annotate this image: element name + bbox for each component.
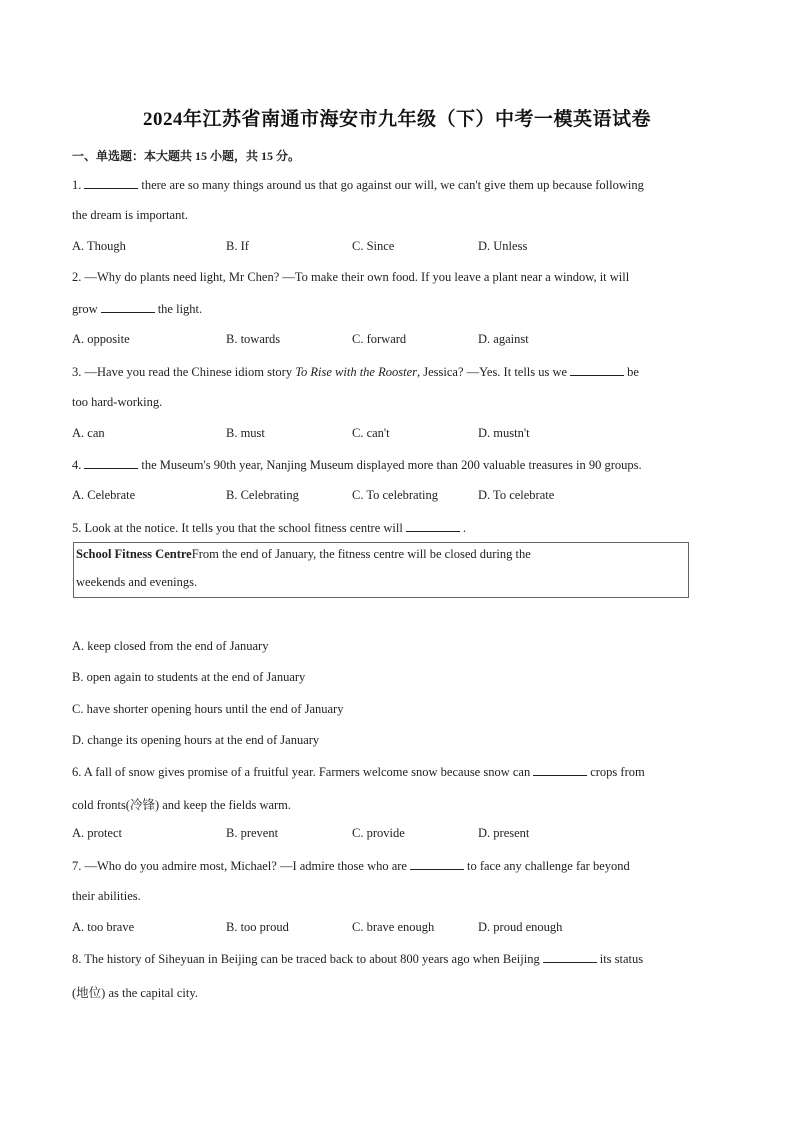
question-1-line-2: the dream is important. xyxy=(72,208,188,222)
story-title: To Rise with the Rooster xyxy=(295,365,417,379)
question-3-line-2: too hard-working. xyxy=(72,395,163,409)
page-title: 2024年江苏省南通市海安市九年级（下）中考一模英语试卷 xyxy=(142,109,651,130)
option-a: A. too brave xyxy=(72,920,135,934)
option-a: A. Though xyxy=(72,239,126,253)
question-3-line-1: 3. —Have you read the Chinese idiom story To Rise with the Rooster, Jessica? —Yes. It tells us we be xyxy=(72,365,639,379)
notice-box xyxy=(73,542,689,598)
option-d: D. mustn't xyxy=(478,426,530,440)
answer-blank xyxy=(570,364,624,376)
question-2-options xyxy=(72,332,632,348)
option-b: B. Celebrating xyxy=(226,488,299,502)
option-d: D. proud enough xyxy=(478,920,563,934)
question-7-line-2: their abilities. xyxy=(72,889,141,903)
option-c: C. provide xyxy=(352,826,405,840)
question-8-line-1: 8. The history of Siheyuan in Beijing can be traced back to about 800 years ago when Beijing its status xyxy=(72,952,644,966)
question-7-line-1: 7. —Who do you admire most, Michael? —I admire those who are to face any challenge far beyond xyxy=(72,859,630,873)
question-6-line-1: 6. A fall of snow gives promise of a fruitful year. Farmers welcome snow because snow can crops from xyxy=(72,765,645,779)
option-c: C. brave enough xyxy=(352,920,435,934)
question-5-line-1: 5. Look at the notice. It tells you that the school fitness centre will . xyxy=(72,521,466,535)
question-2-line-2: grow the light. xyxy=(72,302,203,316)
question-8-line-2: (地位) as the capital city. xyxy=(72,986,198,1000)
option-d: D. To celebrate xyxy=(478,488,555,502)
question-3-options xyxy=(72,426,632,442)
answer-blank xyxy=(533,764,587,776)
question-2-line-1: 2. —Why do plants need light, Mr Chen? —To make their own food. If you leave a plant near a window, it will xyxy=(72,270,630,284)
option-d: D. present xyxy=(478,826,530,840)
question-6-line-2: cold fronts(冷锋) and keep the fields warm. xyxy=(72,798,292,812)
answer-blank xyxy=(84,457,138,469)
option-a: A. can xyxy=(72,426,105,440)
option-c: C. forward xyxy=(352,332,407,346)
option-b: B. too proud xyxy=(226,920,289,934)
option-a: A. opposite xyxy=(72,332,130,346)
question-1-options xyxy=(72,239,632,255)
answer-blank xyxy=(406,520,460,532)
option-b: B. prevent xyxy=(226,826,279,840)
question-7-options xyxy=(72,920,632,936)
question-6-options xyxy=(72,826,632,842)
answer-blank xyxy=(84,177,138,189)
answer-blank xyxy=(543,951,597,963)
question-4-line-1: 4. the Museum's 90th year, Nanjing Museum displayed more than 200 valuable treasures in 90 groups. xyxy=(72,458,642,472)
option-a: A. protect xyxy=(72,826,122,840)
question-5-option-b: B. open again to students at the end of January xyxy=(72,670,306,684)
answer-blank xyxy=(101,301,155,313)
question-5-option-a: A. keep closed from the end of January xyxy=(72,639,269,653)
question-5-option-c: C. have shorter opening hours until the end of January xyxy=(72,702,344,716)
option-c: C. Since xyxy=(352,239,395,253)
option-b: B. If xyxy=(226,239,249,253)
answer-blank xyxy=(410,858,464,870)
option-d: D. against xyxy=(478,332,529,346)
option-c: C. To celebrating xyxy=(352,488,439,502)
option-a: A. Celebrate xyxy=(72,488,136,502)
option-c: C. can't xyxy=(352,426,390,440)
notice-title: School Fitness Centre xyxy=(76,547,192,561)
section-heading: 一、单选题：本大题共 15 小题，共 15 分。 xyxy=(72,149,301,163)
option-d: D. Unless xyxy=(478,239,528,253)
option-b: B. must xyxy=(226,426,265,440)
question-1-line-1: 1. there are so many things around us that go against our will, we can't give them up because following xyxy=(72,178,644,192)
question-4-options xyxy=(72,488,632,504)
option-b: B. towards xyxy=(226,332,281,346)
question-5-option-d: D. change its opening hours at the end of January xyxy=(72,733,320,747)
notice-line-2: weekends and evenings. xyxy=(76,575,198,589)
notice-line-1: School Fitness CentreFrom the end of January, the fitness centre will be closed during the xyxy=(76,547,531,561)
